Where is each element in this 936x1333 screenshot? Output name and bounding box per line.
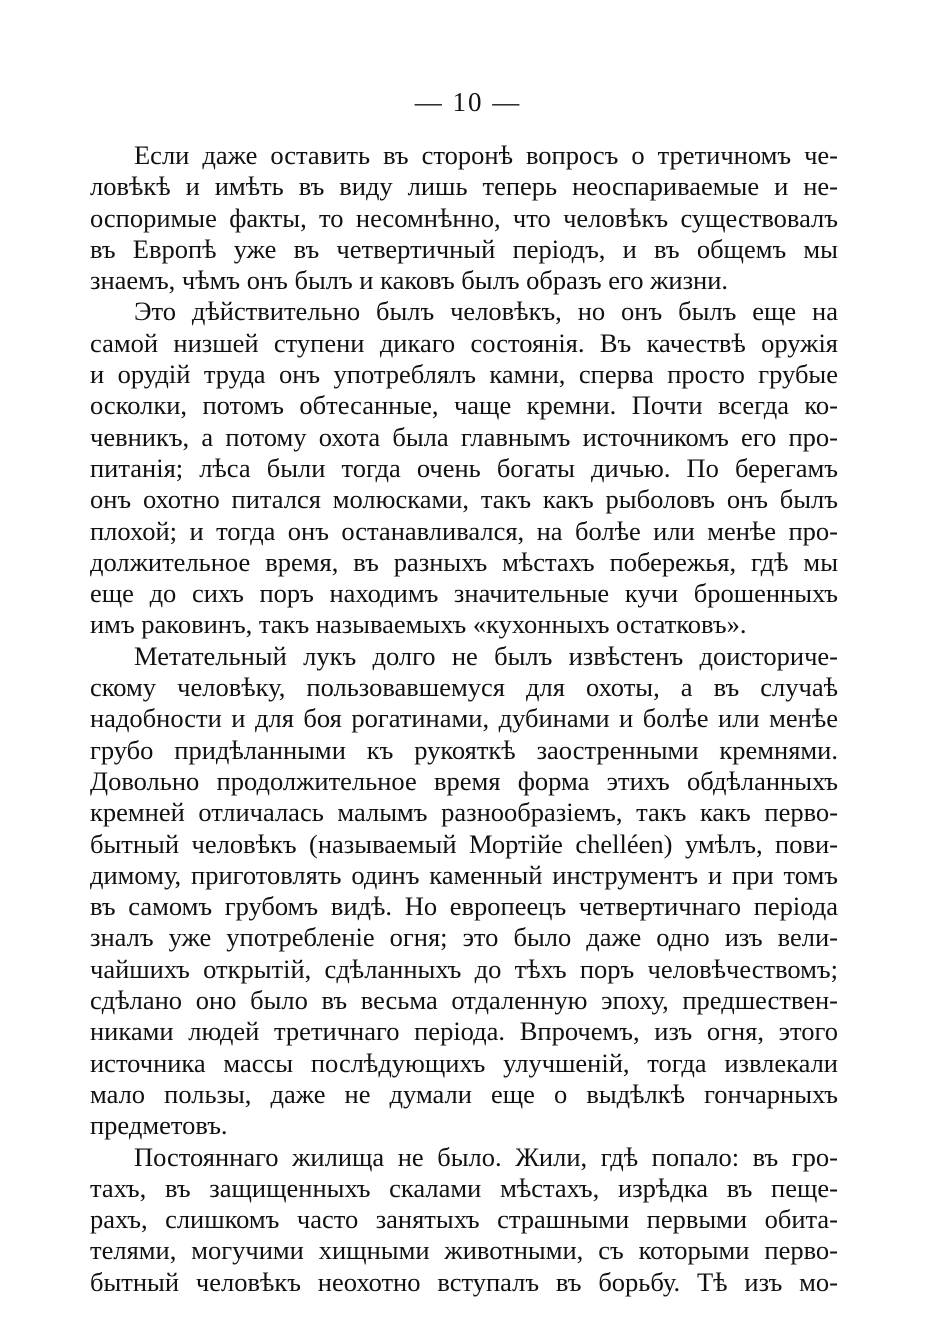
text-line: Постояннаго жилища не было. Жили, гдѣ попало: въ гро- xyxy=(134,1141,838,1172)
text-line: тахъ, въ защищенныхъ скалами мѣстахъ, изрѣдка въ пеще- xyxy=(90,1172,838,1203)
text-line: осколки, потомъ обтесанные, чаще кремни. Почти всегда ко- xyxy=(90,390,838,421)
text-line: плохой; и тогда онъ останавливался, на болѣе или менѣе про- xyxy=(90,515,838,546)
text-line: онъ охотно питался молюсками, такъ какъ рыболовъ онъ былъ xyxy=(90,484,838,515)
text-line: и орудій труда онъ употреблялъ камни, сперва просто грубые xyxy=(90,359,838,390)
text-line: Это дѣйствительно былъ человѣкъ, но онъ былъ еще на xyxy=(134,296,838,327)
text-line: чайшихъ открытій, сдѣланныхъ до тѣхъ поръ человѣчествомъ; xyxy=(90,953,838,984)
text-line: димому, приготовлять одинъ каменный инструментъ и при томъ xyxy=(90,859,838,890)
text-line: зналъ уже употребленіе огня; это было даже одно изъ вели- xyxy=(90,922,838,953)
text-line: оспоримые факты, то несомнѣнно, что человѣкъ существовалъ xyxy=(90,202,838,233)
text-line: Метательный лукъ долго не былъ извѣстенъ доисториче- xyxy=(134,640,838,671)
text-line: Довольно продолжительное время форма этихъ обдѣланныхъ xyxy=(90,765,838,796)
text-line: рахъ, слишкомъ часто занятыхъ страшными первыми обита- xyxy=(90,1204,838,1235)
paragraph xyxy=(90,140,838,296)
text-line: чевникъ, а потому охота была главнымъ источникомъ его про- xyxy=(90,421,838,452)
text-line: надобности и для боя рогатинами, дубинами и болѣе или менѣе xyxy=(90,703,838,734)
text-line: питанія; лѣса были тогда очень богаты дичью. По берегамъ xyxy=(90,452,838,483)
text-line: кремней отличалась малымъ разнообразіемъ, такъ какъ перво- xyxy=(90,797,838,828)
page-number-header: — 10 — xyxy=(414,87,522,117)
text-line: источника массы послѣдующихъ улучшеній, тогда извлекали xyxy=(90,1047,838,1078)
body-text xyxy=(90,140,838,1298)
text-line: предметовъ. xyxy=(90,1110,228,1141)
text-line: Если даже оставить въ сторонѣ вопросъ о третичномъ че- xyxy=(134,140,838,170)
text-line: въ самомъ грубомъ видѣ. Но европеецъ четвертичнаго періода xyxy=(90,891,838,922)
text-line: должительное время, въ разныхъ мѣстахъ побережья, гдѣ мы xyxy=(90,546,838,577)
text-line: бытный человѣкъ неохотно вступалъ въ борьбу. Тѣ изъ мо- xyxy=(90,1266,838,1297)
text-line: въ Европѣ уже въ четвертичный періодъ, и въ общемъ мы xyxy=(90,233,838,264)
text-line: знаемъ, чѣмъ онъ былъ и каковъ былъ образъ его жизни. xyxy=(90,265,729,296)
text-line: еще до сихъ поръ находимъ значительные кучи брошенныхъ xyxy=(90,578,838,609)
text-line: никами людей третичнаго періода. Впрочемъ, изъ огня, этого xyxy=(90,1016,838,1047)
text-line: сдѣлано оно было въ весьма отдаленную эпоху, предшествен- xyxy=(90,985,838,1016)
paragraph xyxy=(90,1142,838,1298)
text-line: грубо придѣланными къ рукояткѣ заостренными кремнями. xyxy=(90,734,838,765)
text-line: ловѣкѣ и имѣть въ виду лишь теперь неоспариваемые и не- xyxy=(90,171,838,202)
paragraph xyxy=(90,641,838,1142)
text-line: бытный человѣкъ (называемый Мортійе chelléen) умѣлъ, пови- xyxy=(90,828,838,859)
text-line: скому человѣку, пользовавшемуся для охоты, а въ случаѣ xyxy=(90,672,838,703)
text-line: самой низшей ступени дикаго состоянія. Въ качествѣ оружія xyxy=(90,327,838,358)
text-line: имъ раковинъ, такъ называемыхъ «кухонныхъ остатковъ». xyxy=(90,609,747,640)
text-line: телями, могучими хищными животными, съ которыми перво- xyxy=(90,1235,838,1266)
text-line: мало пользы, даже не думали еще о выдѣлкѣ гончарныхъ xyxy=(90,1078,838,1109)
paragraph xyxy=(90,296,838,640)
